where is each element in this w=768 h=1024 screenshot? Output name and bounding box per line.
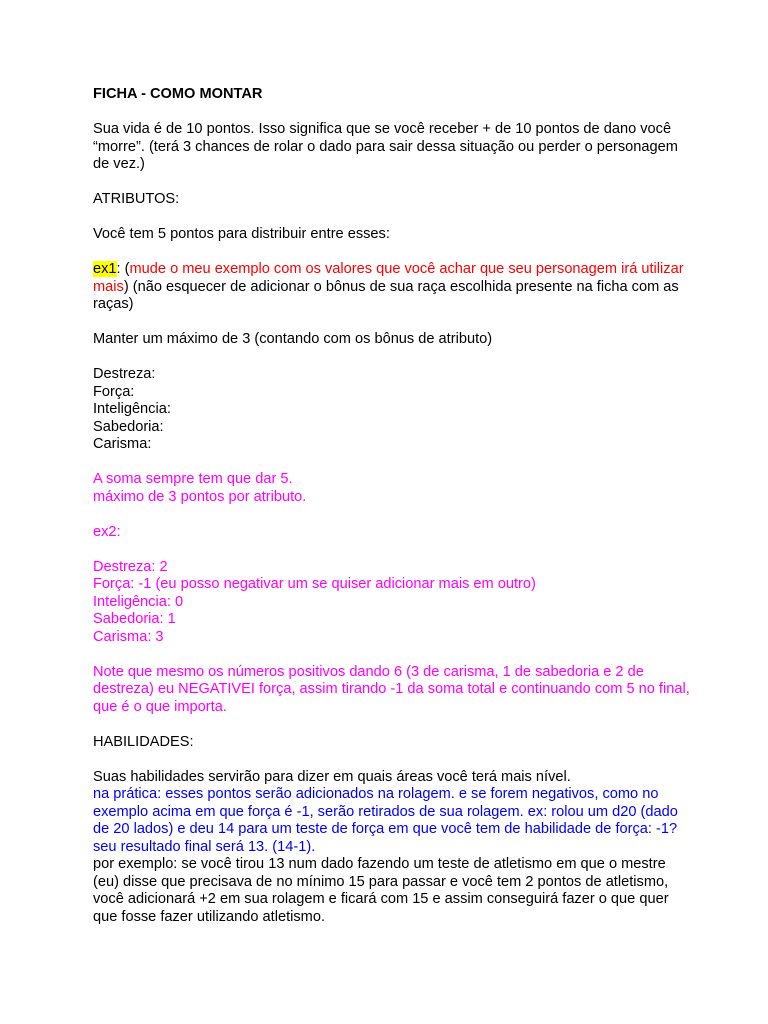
intro-line: “morre”. (terá 3 chances de rolar o dado para sair dessa situação ou perder o personagem [93, 138, 678, 155]
ex1-line-3: raças) [93, 296, 134, 312]
attribute-item: Carisma: [93, 436, 152, 452]
ex2-value: Destreza: 2 [93, 558, 168, 575]
practice-line: de 20 lados) e deu 14 para um teste de força em que você tem de habilidade de força: -1? [93, 821, 678, 837]
note-line: que é o que importa. [93, 698, 227, 715]
practice-line: na prática: esses pontos serão adicionados na rolagem. e se forem negativos, como no [93, 786, 659, 802]
sum-rule [93, 471, 693, 506]
note-paragraph [93, 664, 693, 717]
ex1-colon-paren: : ( [116, 261, 130, 277]
example-line: que fosse fazer utilizando atletismo. [93, 908, 326, 925]
ex2-value: Força: -1 (eu posso negativar um se quiser adicionar mais em outro) [93, 576, 536, 592]
note-line: Note que mesmo os números positivos dando 6 (3 de carisma, 1 de sabedoria e 2 de [93, 663, 644, 680]
ex2-value: Inteligência: 0 [93, 593, 184, 610]
ex1-line-2 [93, 279, 693, 297]
sum-rule-line: A soma sempre tem que dar 5. [93, 471, 293, 487]
attribute-item: Destreza: [93, 366, 156, 382]
ex2-value: Carisma: 3 [93, 628, 164, 645]
distribute-text: Você tem 5 pontos para distribuir entre esses: [93, 226, 390, 242]
attribute-list [93, 366, 693, 454]
note-line: destreza) eu NEGATIVEI força, assim tirando -1 da soma total e continuando com 5 no final, [93, 681, 690, 697]
attribute-item: Sabedoria: [93, 418, 164, 435]
practice-line: seu resultado final será 13. (14-1). [93, 838, 316, 855]
intro-line: de vez.) [93, 156, 145, 172]
skills-heading: HABILIDADES: [93, 733, 194, 750]
max-text: Manter um máximo de 3 (contando com os bônus de atributo) [93, 331, 493, 347]
ex1-red-text-1: mude o meu exemplo com os valores que você achar que seu personagem irá utilizar [129, 261, 684, 277]
ex1-line-1 [93, 261, 693, 279]
ex1-rest-text: ) (não esquecer de adicionar o bônus de sua raça escolhida presente na ficha com as [123, 278, 679, 295]
document-page [93, 86, 693, 926]
sum-rule-line: máximo de 3 pontos por atributo. [93, 488, 307, 505]
attribute-item: Inteligência: [93, 401, 171, 417]
skills-paragraph [93, 769, 693, 927]
practice-line: exemplo acima em que força é -1, serão retirados de sua rolagem. ex: rolou um d20 (dado [93, 803, 678, 820]
attribute-item: Força: [93, 383, 135, 400]
ex1-paragraph [93, 261, 693, 314]
document-title: FICHA - COMO MONTAR [93, 86, 263, 102]
ex2-value: Sabedoria: 1 [93, 611, 176, 627]
skills-intro: Suas habilidades servirão para dizer em quais áreas você terá mais nível. [93, 768, 571, 785]
ex2-label: ex2: [93, 523, 121, 540]
example-line: por exemplo: se você tirou 13 num dado fazendo um teste de atletismo em que o mestre [93, 856, 666, 872]
ex2-values [93, 559, 693, 647]
example-line: você adicionará +2 em sua rolagem e ficará com 15 e assim conseguirá fazer o que quer [93, 891, 669, 907]
intro-paragraph [93, 121, 693, 174]
attributes-heading: ATRIBUTOS: [93, 191, 180, 207]
ex1-red-text-2: mais [93, 278, 124, 295]
intro-line: Sua vida é de 10 pontos. Isso significa que se você receber + de 10 pontos de dano você [93, 121, 672, 137]
example-line: (eu) disse que precisava de no mínimo 15 para passar e você tem 2 pontos de atletismo, [93, 873, 669, 890]
ex1-label: ex1 [93, 261, 117, 277]
